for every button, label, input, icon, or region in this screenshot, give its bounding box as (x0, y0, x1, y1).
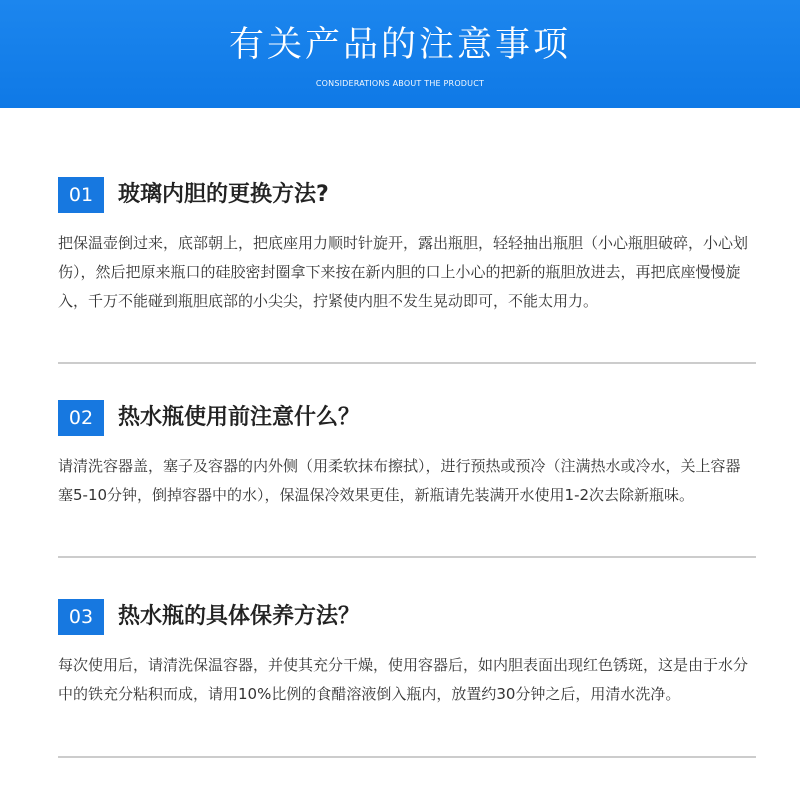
section-body: 把保温壶倒过来，底部朝上，把底座用力顺时针旋开，露出瓶胆，轻轻抽出瓶胆（小心瓶胆破碎，小心划伤），然后把原来瓶口的硅胶密封圈拿下来按在新内胆的口上小心的把新的瓶胆放进去，再把底座慢慢旋入，千万不能碰到瓶胆底部的小尖尖，拧紧使内胆不发生晃动即可，不能太用力。 (58, 234, 749, 310)
section-body: 请清洗容器盖，塞子及容器的内外侧（用柔软抹布擦拭），进行预热或预冷（注满热水或冷水，关上容器塞5-10分钟，倒掉容器中的水），保温保冷效果更佳，新瓶请先装满开水使用1-2次去除新瓶味。 (58, 457, 741, 504)
section-number-badge: 01 (58, 177, 104, 213)
section-header (58, 400, 748, 436)
section-number-badge: 03 (58, 599, 104, 635)
section-divider (58, 556, 756, 558)
section-header (58, 177, 748, 213)
section-title: 热水瓶使用前注意什么？ (118, 405, 361, 430)
section-title: 玻璃内胆的更换方法? (118, 182, 329, 207)
section-divider (58, 362, 756, 364)
section-header (58, 599, 748, 635)
section-divider (58, 756, 756, 758)
page-subtitle: CONSIDERATIONS ABOUT THE PRODUCT (315, 79, 485, 88)
section-title: 热水瓶的具体保养方法？ (118, 604, 361, 629)
header-banner (0, 0, 800, 108)
section-body: 每次使用后，请清洗保温容器，并使其充分干燥，使用容器后，如内胆表面出现红色锈斑，这是由于水分中的铁充分粘积而成，请用10%比例的食醋溶液倒入瓶内，放置约30分钟之后，用清水洗净。 (58, 656, 749, 703)
page-title: 有关产品的注意事项 (228, 25, 571, 65)
section-number-badge: 02 (58, 400, 104, 436)
